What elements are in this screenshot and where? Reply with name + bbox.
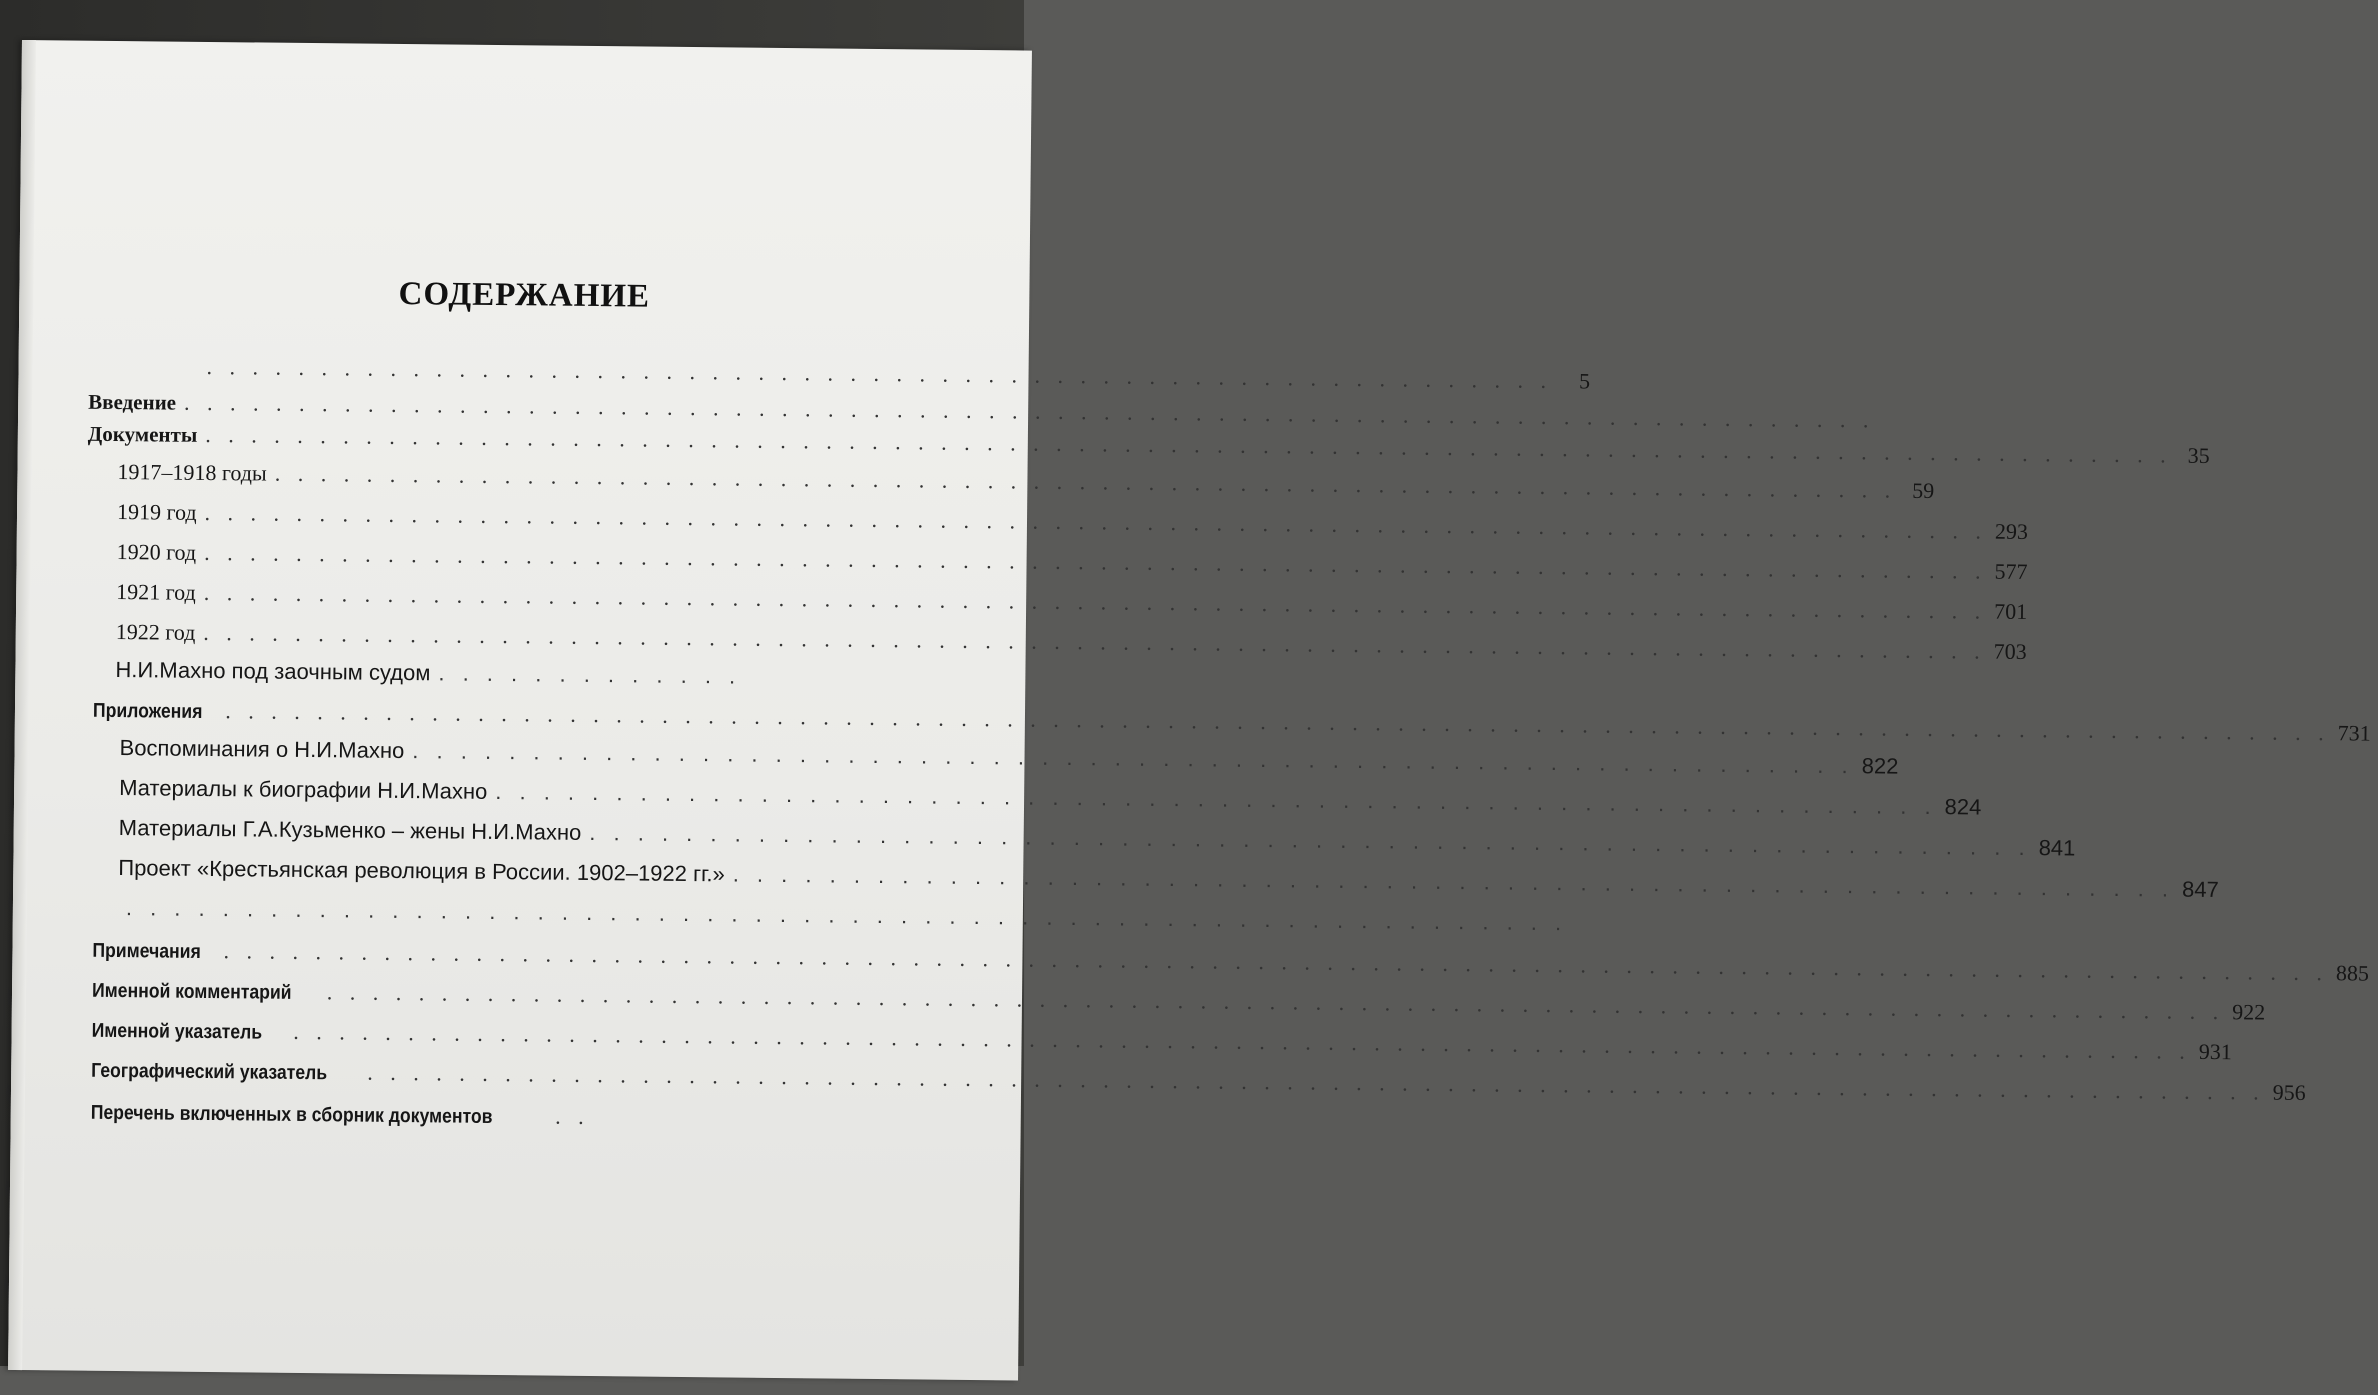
- toc-label: Воспоминания о Н.И.Махно: [119, 735, 404, 764]
- toc-entry: [118, 895, 953, 936]
- toc-entry: [119, 735, 939, 776]
- toc-entry: [116, 619, 928, 660]
- toc-label: Материалы к биографии Н.И.Махно: [119, 775, 487, 805]
- toc-label: Приложения: [93, 700, 203, 724]
- toc-leader: . . . . . . . . . . . . . . . . . . . . . . . . . . . . . . . . . . . . . . . . . . . . . . . . . . . . . . . . . . . . . . . . . . . . . . . . . . . . . . . . . . . . . . . . . . . .: [225, 698, 2330, 746]
- toc-label: Введение: [88, 390, 176, 416]
- toc-page: 731: [2338, 720, 2368, 746]
- toc-page: 847: [2182, 877, 2212, 903]
- toc-page: 885: [2336, 960, 2366, 986]
- toc-entry: [92, 937, 962, 978]
- toc-leader: . . . . . . . . . . . . . . . . . . . . . . . . . . . . . . . . . . . . . . . . . . . . . . . . . . . . . . . . . . . . . . . . . . . . . . . . . . . . . .: [204, 500, 1987, 545]
- toc-leader: . . . . . . . . . . . . . . . . . . . . . . . . . . . . . . . . . . . . . . . . . . . . . . . . . . . . . . . . . . . . . . . . . . . . . . . . . . . . . . . . . . .: [327, 979, 2225, 1025]
- toc-leader: . . . . . . . . . . . . . . . . . . . . . . . . . . . . . . . . . . . . . . . . . . . . . . . . . . . . . . . . . . . . . . . . . . . . . . . . . . . . . . . . . . . . . . . . . . . .: [223, 938, 2328, 986]
- toc-leader: . . . . . . . . . . . . . . . . . . . . . . . . . . . . . . . . . . . . . . . . . . . . . . . . . . . . . . . . . . . . . . . . . . . . . . . . . . . . . . . . . . . . . .: [205, 422, 2172, 469]
- toc-page: 931: [2199, 1039, 2229, 1065]
- toc-leader: . . . . . . . . . . . . . . . . . . . . . . . . . . . . . . . . . . . . . . . . . . . . . . . . . . . . . . . . . . . . . . . . . . . . . . . . . . . . . . . . . . .: [293, 1019, 2191, 1065]
- toc-page: 35: [2180, 443, 2210, 469]
- toc-page: 824: [1944, 794, 1974, 820]
- toc-entry: [117, 459, 917, 499]
- table-of-contents: [8, 40, 1032, 1381]
- toc-entry: [92, 977, 965, 1018]
- toc-page: 701: [1994, 599, 2024, 625]
- toc-label: Перечень включенных в сборник документов: [91, 1102, 493, 1129]
- toc-entry: [117, 499, 919, 539]
- toc-label: 1921 год: [116, 579, 196, 606]
- toc-leader: . . . . . . . . . . . . . . . . . . . . . . . . . . . . . . . . . . . . . . . . . . . . . . . . . . . . . . . . . . . .: [733, 861, 2175, 902]
- book-page: [8, 40, 1032, 1381]
- toc-page: 922: [2232, 999, 2262, 1025]
- toc-leader: . . . . . . . . . . . . . . . . . . . . . . . . . . . . . . . . . . . . . . . . . . . . . . . . . . . . . . . . . . . .: [126, 895, 1568, 936]
- toc-page: 293: [1995, 519, 2025, 545]
- toc-leader: . . . . . . . . . . . . . . . . . . . . . . . . . . . . . . . . . . . . . . . . . . . . . . . . . . . . . . . . . . . . . . . . . . . . . . . . . . . . . . . . . . .: [367, 1060, 2265, 1106]
- toc-leader: . . . . . . . . . . . . . . . . . . . . . . . . . . . . . . . . . . . . . . . . . . . . . . . . . . . . . . . . . . . . . . . . . . . . . . .: [275, 461, 1897, 504]
- toc-page: 822: [1862, 753, 1892, 779]
- toc-leader: . . . . . . . . . . . . . . . . . . . . . . . . . . . . . . . . . . . . . . . . . . . . . . . . . . . . . . . . . . . .: [412, 738, 1854, 779]
- toc-leader: . . . . . . . . . . . . . . . . . . . . . . . . . . . . . . . . . . . . . . . . . . . . . . . . . . . . . . . . . . . .: [495, 779, 1937, 820]
- toc-entry: [91, 1017, 967, 1058]
- toc-label: 1920 год: [117, 539, 197, 566]
- toc-leader: . .: [555, 1104, 653, 1131]
- toc-entry: [116, 579, 924, 619]
- toc-label: Именной комментарий: [92, 980, 292, 1005]
- toc-entry: [93, 697, 941, 738]
- toc-leader: . . . . . . . . . . . . . . . . . . . . . . . . . . . . . . . . . . . . . . . . . . . . . . . . . . . . . . . . . . . . . . . . . . . . . . . . . . . . . .: [203, 620, 1986, 665]
- toc-page: 577: [1994, 559, 2024, 585]
- toc-label: Проект «Крестьянская революция в России. 1902–1922 гг.»: [118, 855, 725, 887]
- toc-entry: [116, 539, 921, 579]
- toc-page: 956: [2273, 1080, 2303, 1106]
- toc-label: Примечания: [92, 940, 201, 964]
- toc-leader: . . . . . . . . . . . . . . . . . . . . . . . . . . . . . . . . . . . . . . . . . . . . . . . . . . . . . . . . . . . . . . . . . . . . . . . . . .: [184, 390, 1875, 434]
- toc-leader: . . . . . . . . . . . . . . . . . . . . . . . . . . . . . . . . . . . . . . . . . . . . . . . . . . . . . . . . . . . . . . . . . . . . . . . . . . . . . .: [204, 540, 1987, 585]
- toc-entry: [119, 815, 949, 856]
- toc-page: 841: [2039, 835, 2069, 861]
- toc-leader: . . . . . . . . . . . . . . . . . . . . . . . . . . . . . . . . . . . . . . . . . . . . . . . . . . . . . . . . . . . . . . . . . . . . . . . . . . . . . .: [204, 580, 1987, 625]
- toc-label: Документы: [88, 422, 198, 448]
- toc-entry: [91, 1057, 971, 1098]
- toc-label: 1917–1918 годы: [117, 459, 267, 487]
- toc-label: Материалы Г.А.Кузьменко – жены Н.И.Махно: [119, 815, 582, 846]
- toc-label: 1922 год: [116, 619, 196, 646]
- toc-label: Географический указатель: [91, 1060, 327, 1085]
- toc-entry: [118, 855, 948, 896]
- toc-entry: [119, 775, 944, 816]
- toc-entry: [91, 1099, 691, 1137]
- page-title: СОДЕРЖАНИЕ: [19, 272, 1029, 320]
- toc-page: 5: [1560, 368, 1590, 394]
- toc-entry: [198, 354, 898, 393]
- toc-label: Н.И.Махно под заочным судом: [115, 657, 430, 686]
- toc-entry: [115, 657, 515, 693]
- toc-leader: . . . . . . . . . . . . .: [438, 660, 741, 689]
- toc-label: 1919 год: [117, 499, 197, 526]
- toc-label: Именной указатель: [92, 1020, 263, 1045]
- toc-page: 59: [1904, 478, 1934, 504]
- toc-page: 703: [1994, 639, 2024, 665]
- toc-leader: . . . . . . . . . . . . . . . . . . . . . . . . . . . . . . . . . . . . . . . . . . . . . . . . . . . . . . . . . . .: [206, 354, 1552, 394]
- toc-leader: . . . . . . . . . . . . . . . . . . . . . . . . . . . . . . . . . . . . . . . . . . . . . . . . . . . . . . . . . . . .: [589, 820, 2031, 861]
